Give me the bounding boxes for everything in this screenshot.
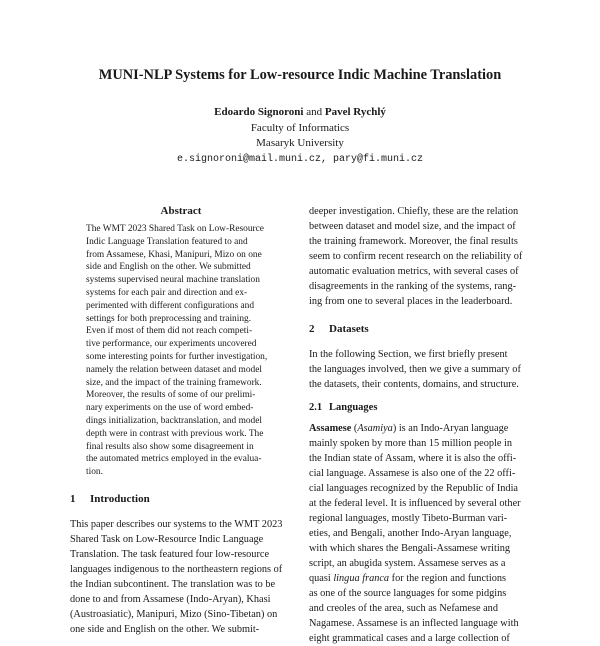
abstract-line: side and English on the other. We submitted <box>86 262 251 273</box>
institution: Masaryk University <box>256 137 344 149</box>
body-line: eight grammatical cases and a large collection of <box>309 633 510 644</box>
abstract-line: tion. <box>86 467 103 478</box>
body-line: cial language. Assamese is also one of the 22 offi- <box>309 468 516 479</box>
abstract-line: Moreover, the results of some of our prelimi- <box>86 390 256 401</box>
body-line: as one of the source languages for some pidgins <box>309 588 507 599</box>
abstract-line: dings initialization, backtranslation, and model <box>86 415 263 426</box>
body-line: disagreements in the ranking of the systems, rang- <box>309 281 517 292</box>
section-heading-introduction <box>70 492 292 507</box>
body-line: mainly spoken by more than 15 million people in <box>309 438 513 449</box>
abstract-line: the automated metrics employed in the evalua- <box>86 454 262 465</box>
body-line: the Indian state of Assam, where it is also the offi- <box>309 453 517 464</box>
subsection-number: 2.1 <box>309 402 323 413</box>
author-block <box>0 105 600 167</box>
abstract-line: systems supervised neural machine translation <box>86 275 260 286</box>
term-lingua-franca: lingua franca <box>333 573 390 584</box>
affiliation: Faculty of Informatics <box>250 121 350 134</box>
abstract-line: depth were in contrast with previous work. The <box>86 428 264 439</box>
abstract-line: tive performance, our experiments uncovered <box>86 339 257 350</box>
body-line: ing from one to several places in the leaderboard. <box>309 296 513 307</box>
text-run: ) is an Indo-Aryan language <box>392 423 509 434</box>
abstract-line: namely the relation between dataset and model <box>86 364 262 375</box>
term-assamese: Assamese <box>309 423 352 434</box>
abstract-heading: Abstract <box>160 205 202 217</box>
body-line: Shared Task on Low-Resource Indic Language <box>70 533 264 545</box>
body-line: (Austroasiatic), Manipuri, Mizo (Sino-Tibetan) on <box>70 608 278 620</box>
abstract-line: nary experiments on the use of word embed- <box>86 403 254 414</box>
text-run: for the region and functions <box>389 573 507 584</box>
abstract-line: final results also show some disagreement in <box>86 441 254 452</box>
body-line: with which shares the Bengali-Assamese writing <box>309 543 511 554</box>
subsection-title: Languages <box>329 402 378 413</box>
body-line: at the federal level. It is influenced by several other <box>309 498 521 509</box>
abstract-line: size, and the impact of the training framework. <box>86 377 262 388</box>
abstract-body <box>86 223 276 479</box>
author-2: Pavel Rychlý <box>324 106 386 118</box>
section-title: Introduction <box>90 492 150 505</box>
body-line: languages indigenous to the northeastern regions of <box>70 563 283 575</box>
author-names <box>0 105 600 121</box>
abstract-line: settings for both preprocessing and training. <box>86 313 252 324</box>
author-emails: e.signoroni@mail.muni.cz, pary@fi.muni.cz <box>176 153 424 165</box>
abstract-line: Even if most of them did not reach competi- <box>86 326 253 337</box>
body-line: Nagamese. Assamese is an inflected language with <box>309 618 519 629</box>
subsection-heading-languages <box>309 400 531 415</box>
body-line <box>309 571 531 586</box>
body-line: done to and from Assamese (Indo-Aryan), Khasi <box>70 593 271 605</box>
intro-paragraph <box>70 517 292 637</box>
body-line: between dataset and model size, and the impact of <box>309 221 516 232</box>
body-line: eties, and Bengali, another Indo-Aryan language, <box>309 528 512 539</box>
body-line: regional languages, mostly Tibeto-Burman vari- <box>309 513 508 524</box>
body-line: Translation. The task featured four low-resource <box>70 548 270 560</box>
body-line <box>309 421 531 436</box>
section-heading-datasets <box>309 322 531 337</box>
abstract-line: from Assamese, Khasi, Manipuri, Mizo on one <box>86 249 262 260</box>
abstract-line: The WMT 2023 Shared Task on Low-Resource <box>86 224 264 234</box>
text-run: ( <box>351 423 358 434</box>
body-line: the languages involved, then we give a summary of <box>309 364 521 375</box>
continued-paragraph <box>309 204 531 309</box>
body-line: In the following Section, we first briefly present <box>309 349 508 360</box>
body-line: script, an abugida system. Assamese serves as a <box>309 558 506 569</box>
body-line: the training framework. Moreover, the final results <box>309 236 518 247</box>
body-line: cial languages recognized by the Republic of India <box>309 483 519 494</box>
abstract-line: perimented with different configurations and <box>86 300 255 311</box>
right-column <box>309 204 531 646</box>
abstract-line: Indic Language Translation featured to and <box>86 236 248 247</box>
paper-title: MUNI-NLP Systems for Low-resource Indic Machine Translation <box>98 67 502 83</box>
text-run: quasi <box>309 573 334 584</box>
abstract-line: systems for each pair and direction and ex- <box>86 287 248 298</box>
body-line: the datasets, their contents, domains, and structure. <box>309 379 519 390</box>
body-line: one side and English on the other. We submit- <box>70 623 260 635</box>
author-and: and <box>306 106 323 118</box>
body-line: deeper investigation. Chiefly, these are the relation <box>309 206 519 217</box>
section-title: Datasets <box>329 323 369 335</box>
body-line: seem to confirm recent research on the reliability of <box>309 251 523 262</box>
section-number: 1 <box>70 492 76 505</box>
body-line: and creoles of the area, such as Nefamese and <box>309 603 498 614</box>
abstract-line: some interesting points for further investigation, <box>86 351 268 362</box>
author-1: Edoardo Signoroni <box>214 106 304 118</box>
body-line: the Indian subcontinent. The translation was to be <box>70 578 276 590</box>
term-asamiya: Asamiya <box>357 423 393 434</box>
body-line: This paper describes our systems to the WMT 2023 <box>70 518 283 530</box>
datasets-paragraph <box>309 347 531 392</box>
section-number: 2 <box>309 323 315 335</box>
languages-paragraph <box>309 421 531 646</box>
body-line: automatic evaluation metrics, with several cases of <box>309 266 519 277</box>
left-column <box>70 204 292 637</box>
